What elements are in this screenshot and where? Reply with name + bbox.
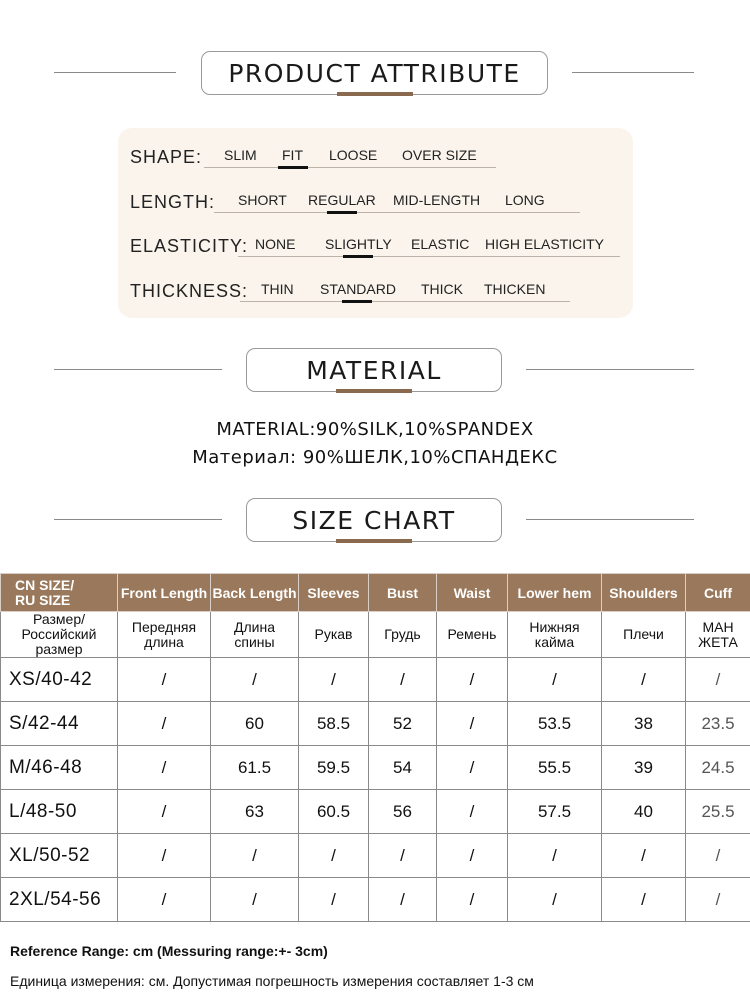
row-underline — [238, 256, 620, 257]
measurement-cell: 60.5 — [299, 790, 369, 834]
measurement-cell: 38 — [602, 702, 686, 746]
divider-right — [526, 519, 694, 520]
header-shoulders: Shoulders — [602, 574, 686, 612]
measurement-cell: / — [437, 834, 508, 878]
measurement-cell: / — [299, 878, 369, 922]
row-underline — [240, 301, 570, 302]
section-title-pill — [201, 51, 548, 95]
section-title: PRODUCT ATTRIBUTE — [228, 58, 521, 88]
divider-left — [54, 369, 222, 370]
measurement-cell: / — [118, 790, 211, 834]
table-header-row — [1, 574, 750, 612]
selected-marker — [342, 300, 372, 303]
measurement-cell: 58.5 — [299, 702, 369, 746]
measurement-cell: / — [437, 702, 508, 746]
attribute-label: ELASTICITY: — [130, 236, 249, 256]
measurement-cell: / — [369, 658, 437, 702]
measurement-cell: / — [118, 834, 211, 878]
selected-marker — [327, 211, 357, 214]
option-slightly: SLIGHTLY — [325, 236, 392, 252]
title-accent-bar — [336, 539, 412, 543]
measurement-cell: / — [118, 702, 211, 746]
divider-left — [54, 72, 176, 73]
measurement-cell: 55.5 — [508, 746, 602, 790]
measurement-cell: 59.5 — [299, 746, 369, 790]
row-underline — [214, 212, 580, 213]
measurement-cell: / — [437, 746, 508, 790]
measurement-cell: 52 — [369, 702, 437, 746]
section-title: MATERIAL — [306, 355, 442, 385]
option-long: LONG — [505, 192, 545, 208]
size-cell: XL/50-52 — [1, 834, 118, 878]
measurement-cell: / — [118, 746, 211, 790]
measurement-cell: / — [686, 834, 750, 878]
size-cell: M/46-48 — [1, 746, 118, 790]
option-standard: STANDARD — [320, 281, 396, 297]
table-row — [1, 746, 750, 790]
measurement-cell: 54 — [369, 746, 437, 790]
notes — [10, 936, 534, 996]
note-reference-range: Reference Range: cm (Messuring range:+- 3cm) — [10, 943, 328, 959]
option-mid-length: MID-LENGTH — [393, 192, 481, 208]
measurement-cell: / — [211, 658, 299, 702]
measurement-cell: / — [369, 878, 437, 922]
option-loose: LOOSE — [329, 147, 378, 163]
size-cell: L/48-50 — [1, 790, 118, 834]
option-thicken: THICKEN — [484, 281, 546, 297]
option-thin: THIN — [261, 281, 294, 297]
measurement-cell: / — [508, 878, 602, 922]
measurement-cell: / — [602, 658, 686, 702]
option-regular: REGULAR — [308, 192, 376, 208]
option-high-elasticity: HIGH ELASTICITY — [485, 236, 605, 252]
measurement-cell: 39 — [602, 746, 686, 790]
header-ru-sleeves: Рукав — [299, 612, 369, 658]
measurement-cell: / — [118, 878, 211, 922]
size-cell: XS/40-42 — [1, 658, 118, 702]
attribute-row-thickness — [118, 275, 633, 305]
attribute-label: THICKNESS: — [130, 281, 249, 301]
header-ru-size: Размер/ Российский размер — [1, 612, 118, 658]
size-cell: S/42-44 — [1, 702, 118, 746]
table-row — [1, 702, 750, 746]
measurement-cell: / — [211, 834, 299, 878]
option-none: NONE — [255, 236, 296, 252]
table-row — [1, 878, 750, 922]
table-row — [1, 790, 750, 834]
header-front-length: Front Length — [118, 574, 211, 612]
divider-right — [526, 369, 694, 370]
header-cn-size: CN SIZE/ RU SIZE — [1, 574, 118, 612]
attribute-panel — [118, 128, 633, 318]
note-ru: Единица измерения: см. Допустимая погрешность измерения составляет 1-3 см — [10, 973, 534, 989]
product-attribute-header — [0, 51, 750, 95]
header-sleeves: Sleeves — [299, 574, 369, 612]
option-fit: FIT — [282, 147, 303, 163]
size-chart-table — [0, 573, 750, 922]
header-waist: Waist — [437, 574, 508, 612]
measurement-cell: 23.5 — [686, 702, 750, 746]
option-over-size: OVER SIZE — [402, 147, 477, 163]
measurement-cell: 61.5 — [211, 746, 299, 790]
header-cuff: Cuff — [686, 574, 750, 612]
material-description — [0, 416, 750, 472]
measurement-cell: / — [602, 878, 686, 922]
header-ru-front-length: Передняя длина — [118, 612, 211, 658]
measurement-cell: / — [118, 658, 211, 702]
measurement-cell: / — [211, 878, 299, 922]
measurement-cell: / — [686, 658, 750, 702]
attribute-label: LENGTH: — [130, 192, 216, 212]
option-thick: THICK — [421, 281, 463, 297]
header-ru-bust: Грудь — [369, 612, 437, 658]
measurement-cell: / — [369, 834, 437, 878]
measurement-cell: 60 — [211, 702, 299, 746]
material-en: MATERIAL:90%SILK,10%SPANDEX — [216, 419, 534, 440]
material-ru: Материал: 90%ШЕЛК,10%СПАНДЕКС — [192, 447, 558, 468]
measurement-cell: / — [437, 658, 508, 702]
measurement-cell: 63 — [211, 790, 299, 834]
option-short: SHORT — [238, 192, 287, 208]
measurement-cell: / — [508, 834, 602, 878]
attribute-label: SHAPE: — [130, 147, 203, 167]
measurement-cell: / — [508, 658, 602, 702]
header-bust: Bust — [369, 574, 437, 612]
section-title: SIZE CHART — [292, 505, 456, 535]
measurement-cell: 56 — [369, 790, 437, 834]
measurement-cell: 53.5 — [508, 702, 602, 746]
material-header — [0, 348, 750, 392]
selected-marker — [278, 166, 308, 169]
row-underline — [204, 167, 496, 168]
option-slim: SLIM — [224, 147, 257, 163]
header-ru-cuff: МАН ЖЕТА — [686, 612, 750, 658]
attribute-row-elasticity — [118, 230, 633, 260]
header-ru-shoulders: Плечи — [602, 612, 686, 658]
measurement-cell: / — [437, 790, 508, 834]
option-elastic: ELASTIC — [411, 236, 470, 252]
section-title-pill — [246, 348, 502, 392]
size-chart-header — [0, 498, 750, 542]
measurement-cell: 57.5 — [508, 790, 602, 834]
measurement-cell: 40 — [602, 790, 686, 834]
header-ru-back-length: Длина спины — [211, 612, 299, 658]
table-row — [1, 658, 750, 702]
measurement-cell: / — [299, 658, 369, 702]
header-ru-waist: Ремень — [437, 612, 508, 658]
size-cell: 2XL/54-56 — [1, 878, 118, 922]
header-ru-lower-hem: Нижняя кайма — [508, 612, 602, 658]
measurement-cell: 25.5 — [686, 790, 750, 834]
divider-right — [572, 72, 694, 73]
measurement-cell: / — [686, 878, 750, 922]
header-back-length: Back Length — [211, 574, 299, 612]
divider-left — [54, 519, 222, 520]
attribute-row-length — [118, 186, 633, 216]
attribute-row-shape — [118, 141, 633, 171]
measurement-cell: / — [299, 834, 369, 878]
title-accent-bar — [337, 92, 413, 96]
header-lower-hem: Lower hem — [508, 574, 602, 612]
table-header-row-ru — [1, 612, 750, 658]
measurement-cell: / — [602, 834, 686, 878]
measurement-cell: 24.5 — [686, 746, 750, 790]
title-accent-bar — [336, 389, 412, 393]
measurement-cell: / — [437, 878, 508, 922]
section-title-pill — [246, 498, 502, 542]
selected-marker — [343, 255, 373, 258]
table-row — [1, 834, 750, 878]
